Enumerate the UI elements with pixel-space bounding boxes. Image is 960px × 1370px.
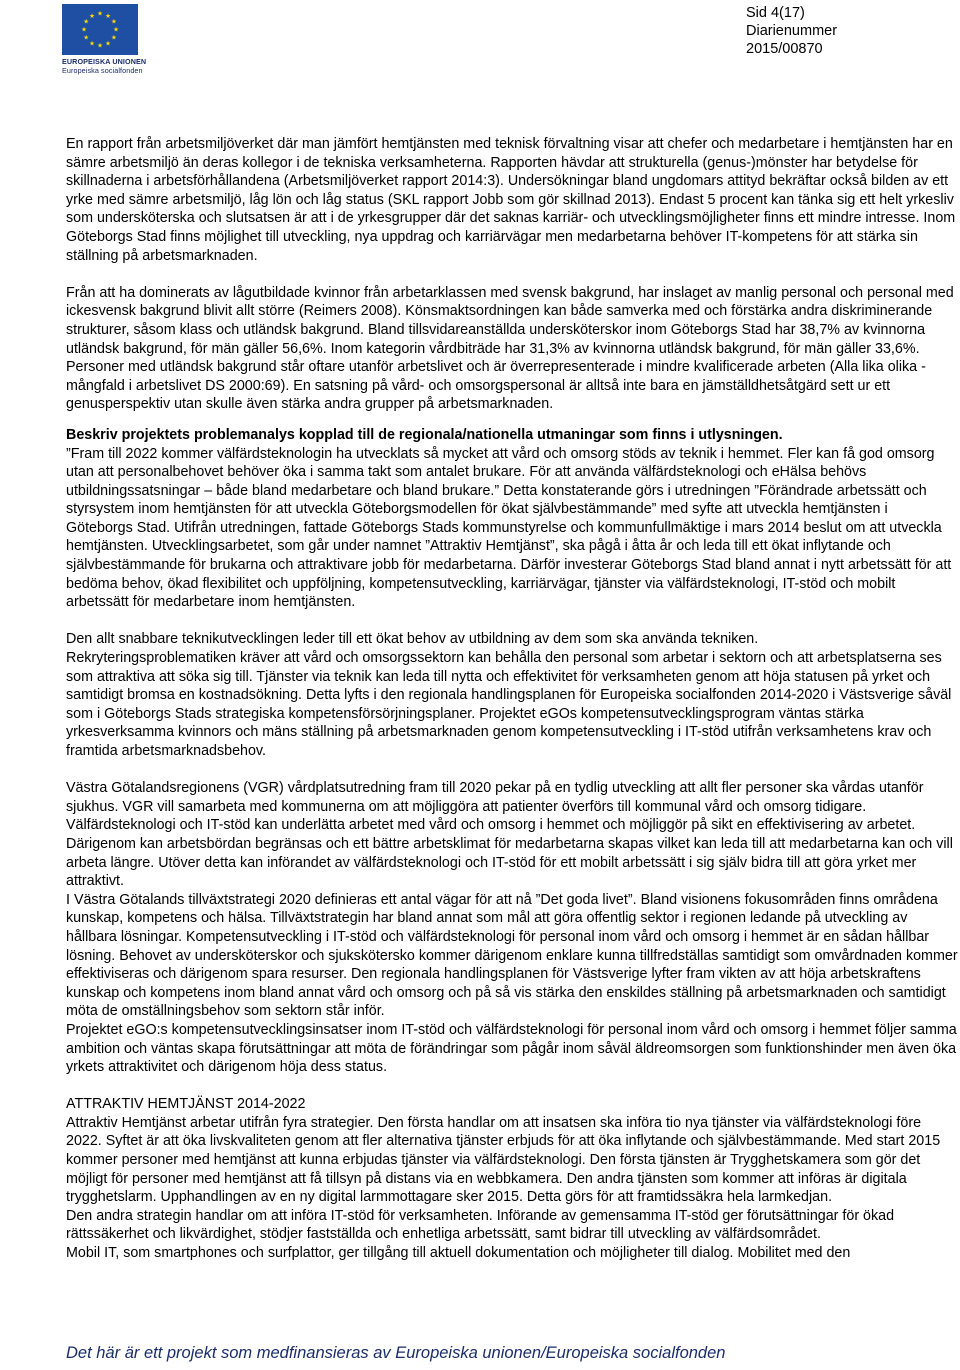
paragraph: Projektet eGO:s kompetensutvecklingsinsatser inom IT-stöd och välfärdsteknologi för personal inom vård och omsorg i hemmet följer samma ambition och väntas skapa förutsättningar att möta de förändringar som pågår inom såväl äldreomsorgen som funktionshinder men även öka yrkets attraktivitet och därigenom höja dess status. xyxy=(66,1021,957,1076)
logo-subtitle: Europeiska socialfonden xyxy=(62,66,143,75)
star-icon: ★ xyxy=(105,12,111,20)
paragraph: Mobil IT, som smartphones och surfplattor, ger tillgång till aktuell dokumentation och möjligheter till dialog. Mobilitet med den xyxy=(66,1245,851,1262)
logo-title: EUROPEISKA UNIONEN xyxy=(62,57,147,66)
star-icon: ★ xyxy=(81,26,87,34)
paragraph: Rekryteringsproblematiken kräver att vård och omsorgssektorn kan behålla den personal som arbetar i sektorn och att arbetsplatserna ses som attraktiva att söka sig till. Tjänster via teknik kan leda till nytta och effektivitet för verksamheten genom att höja statusen på yrket och samtidigt bromsa en kostnadsökning. Detta lyfts i den regionala handlingsplanen för Europeiska socialfonden 2014-2020 i Västsverige såväl som i Göteborgs Stads strategiska kompetensförsörjningsplaner. Projektet eGOs kompetensutvecklingsprogram väntas stärka yrkesverksamma kvinnors och mäns ställning på arbetsmarknaden genom kompetensutveckling i IT-stöd utifrån verksamhetens krav och framtida arbetsmarknadsbehov. xyxy=(66,650,952,759)
footer-cofinancing-note: Det här är ett projekt som medfinansieras av Europeiska unionen/Europeiska socialfonden xyxy=(66,1344,726,1362)
page-number: Sid 4(17) xyxy=(746,5,805,21)
document-body xyxy=(66,135,958,1263)
star-icon: ★ xyxy=(97,42,103,50)
paragraph: ”Fram till 2022 kommer välfärdsteknologin ha utvecklats så mycket att vård och omsorg stöds av teknik i hemmet. Fler kan få god omsorg utan att personalbehovet behöver öka i samma takt som antalet brukare. För att använda välfärdsteknologi och eHälsa behövs utbildningssatsningar – både bland medarbetare och bland brukare.” Detta konstaterande görs i utredningen ”Förändrade arbetssätt och styrsystem inom hemtjänsten för att utveckla Göteborgsmodellen för ökat självbestämmande” med syfte att utveckla hemtjänsten i Göteborgs Stad. Utifrån utredningen, fattade Göteborgs Stads kommunstyrelse och kommunfullmäktige i mars 2014 beslut om att utveckla hemtjänsten. Utvecklingsarbetet, som går under namnet ”Attraktiv Hemtjänst”, ska pågå i åtta år och leda till ett ökat inflytande och självbestämmande för brukarna och attraktivare jobb för medarbetarna. Därför investerar Göteborgs Stad bland annat i nytt arbetssätt för att bedöma behov, ökad flexibilitet och uppföljning, kompetensutveckling, karriärvägar, tjänster via välfärdsteknologi, IT-stöd och mobilt arbetssätt för medarbetare inom hemtjänsten. xyxy=(66,445,952,611)
star-icon: ★ xyxy=(83,18,90,26)
star-icon: ★ xyxy=(83,34,90,42)
paragraph: Attraktiv Hemtjänst arbetar utifrån fyra strategier. Den första handlar om att insatsen ska införa tio nya tjänster via välfärdsteknologi före 2022. Syftet är att öka livskvaliteten genom att fler alternativa tjänster erbjuds för att öka inflytande och självbestämmande. Med start 2015 kommer personer med hemtjänst att kunna erbjudas tjänster via välfärdsteknologi. Den första tjänsten är Trygghetskamera som gör det möjligt för personer med hemtjänst att få tillsyn på distans via en webbkamera. Den andra tjänsten som kommer att införas är digitala trygghetslarm. Upphandlingen av en ny digital larmmottagare sker 2015. Detta görs för att framtidssäkra hela larmkedjan. xyxy=(66,1114,941,1206)
paragraph: Västra Götalandsregionens (VGR) vårdplatsutredning fram till 2020 pekar på en tydlig utveckling att allt fler personer ska vårdas utanför sjukhus. VGR vill samarbeta med kommunerna om att möjliggöra att patienter överförs till kommunal vård och omsorg tidigare. Välfärdsteknologi och IT-stöd kan underlätta arbetet med vård och omsorg i hemmet och möjliggör på sikt en effektivisering av arbetet. Därigenom kan arbetsbördan begränsas och ett bättre arbetsklimat för medarbetarna skapas vilket kan leda till att medarbetarna kan och vill arbeta längre. Utöver detta kan införandet av välfärdsteknologi och IT-stöd för ett mobilt arbetssätt i sig själv bidra till att göra yrket mer attraktivt. xyxy=(66,780,953,890)
star-icon: ★ xyxy=(97,10,103,18)
star-icon: ★ xyxy=(110,18,117,26)
subheading: ATTRAKTIV HEMTJÄNST 2014-2022 xyxy=(66,1096,306,1113)
paragraph: Den andra strategin handlar om att införa IT-stöd för verksamheten. Införande av gemensamma IT-stöd ger förutsättningar för ökad rättssäkerhet och likvärdighet, stödjer fastställda och enhetliga arbetssätt, samt bidrar till utveckling av välfärdsområdet. xyxy=(66,1207,895,1243)
star-icon: ★ xyxy=(89,40,95,48)
star-icon: ★ xyxy=(89,12,95,20)
star-icon: ★ xyxy=(113,26,119,34)
section-heading: Beskriv projektets problemanalys kopplad till de regionala/nationella utmaningar som finns i utlysningen. xyxy=(66,426,783,443)
reference-label: Diarienummer xyxy=(746,23,838,39)
star-icon: ★ xyxy=(110,34,117,42)
eu-logo xyxy=(62,4,147,75)
form-version-label xyxy=(0,1001,2,1261)
paragraph: Från att ha dominerats av lågutbildade kvinnor från arbetarklassen med svensk bakgrund, har inslaget av manlig personal och personal med ickesvensk bakgrund blivit allt större (Reimers 2008). Könsmaktsordningen kan både samverka med och förstärka andra diskriminerande strukturer, såsom klass och utländsk bakgrund. Bland tillsvidareanställda undersköterskor inom Göteborgs Stad har 38,7% av kvinnorna utländsk bakgrund, för män gäller 56,6%. Inom kategorin vårdbiträde har 31,3% av kvinnorna utländsk bakgrund, för män gäller 33,6%. Personer med utländsk bakgrund står oftare utanför arbetslivet och är överrepresenterade i mindre kvalificerade arbeten (Alla lika olika - mångfald i arbetslivet DS 2000:69). En satsning på vård- och omsorgspersonal är alltså inte bara en jämställdhetsåtgärd sett ur ett genusperspektiv utan skulle även stärka andra grupper på arbetsmarknaden. xyxy=(66,284,954,413)
eu-flag-icon xyxy=(62,4,138,55)
reference-number: 2015/00870 xyxy=(746,41,823,57)
star-icon: ★ xyxy=(105,40,111,48)
paragraph: I Västra Götalands tillväxtstrategi 2020 definieras ett antal vägar för att nå ”Det goda livet”. Bland visionens fokusområden finns områdena kunskap, kompetens och hälsa. Tillväxtstrategin har bland annat som mål att göra offentlig sektor i regionen ledande på utveckling av hållbara lösningar. Kompetensutveckling i IT-stöd och välfärdsteknologi för personal inom vård och omsorg i hemmet är en sådan hållbar lösning. Behovet av undersköterskor och sjukskötersko kommer därigenom enklare kunna tillfredställas samtidigt som omvårdnaden kommer effektiviseras och därigenom spara resurser. Den regionala handlingsplanen för Västsverige lyfter fram vikten av att höja arbetskraftens kunskap och kompetens inom bland annat vård och omsorg och på så vis stärka den enskildes ställning på arbetsmarknaden och samtidigt möta de omställningsbehov som sektorn står inför. xyxy=(66,891,958,1020)
page-header xyxy=(746,4,837,58)
paragraph: En rapport från arbetsmiljöverket där man jämfört hemtjänsten med teknisk förvaltning visar att chefer och medarbetare i hemtjänsten har en sämre arbetsmiljö än deras kollegor i de tekniska verksamheterna. Rapporten hävdar att strukturella (genus-)mönster har betydelse för skillnaderna i arbetsförhållandena (Arbetsmiljöverket rapport 2014:3). Undersökningar bland ungdomars attityd bekräftar också bilden av ett yrke med sämre arbetsmiljö, låg lön och låg status (SKL rapport Jobb som gör skillnad 2013). Endast 5 procent kan tänka sig ett helt yrkesliv som undersköterska och slutsatsen är att i de yrkesgrupper där det saknas karriär- och utvecklingsmöjligheter finns ett mindre intresse. Inom Göteborgs Stad finns möjlighet till utveckling, nya uppdrag och karriärvägar men medarbetarna behöver IT-kompetens för att stärka sin ställning på arbetsmarknaden. xyxy=(66,136,956,264)
paragraph: Den allt snabbare teknikutvecklingen leder till ett ökat behov av utbildning av dem som ska använda tekniken. xyxy=(66,631,759,648)
